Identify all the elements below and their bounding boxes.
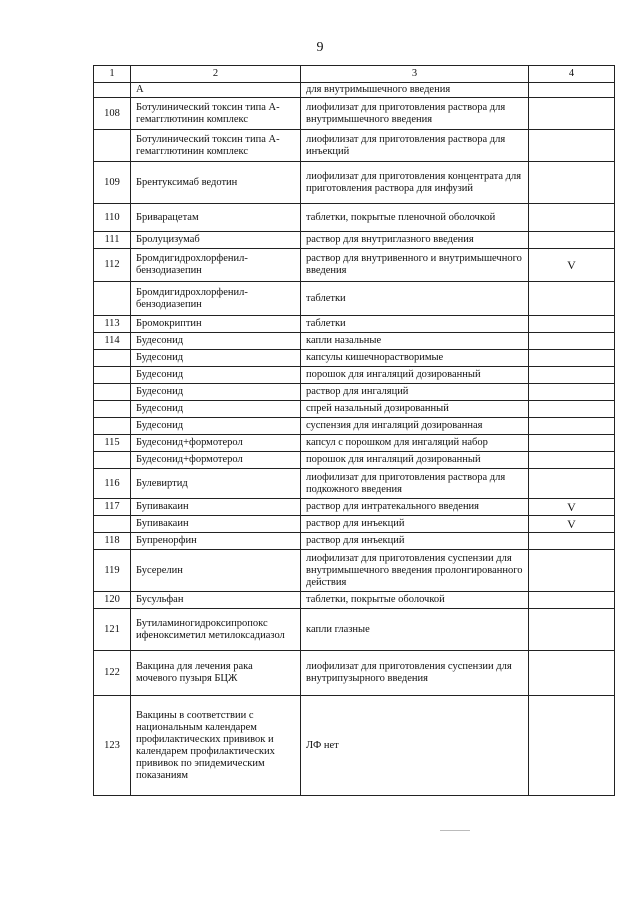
row-number: 120 xyxy=(94,592,131,609)
table-row xyxy=(94,609,615,651)
column-4-mark xyxy=(529,533,615,550)
drug-name: Вакцина для лечения рака мочевого пузыря БЦЖ xyxy=(131,651,301,696)
dosage-form: лиофилизат для приготовления раствора для подкожного введения xyxy=(301,469,529,499)
table-row xyxy=(94,384,615,401)
row-number: 123 xyxy=(94,696,131,796)
drug-list-table xyxy=(93,65,615,796)
drug-name: Вакцины в соответствии с национальным календарем профилактических прививок и календарем профилактических прививок по эпидемическим показаниям xyxy=(131,696,301,796)
drug-name: Бусульфан xyxy=(131,592,301,609)
header-col-2: 2 xyxy=(131,66,301,83)
row-number xyxy=(94,384,131,401)
column-4-mark xyxy=(529,651,615,696)
row-number: 118 xyxy=(94,533,131,550)
row-number: 117 xyxy=(94,499,131,516)
drug-name: Будесонид xyxy=(131,367,301,384)
table-row xyxy=(94,452,615,469)
column-4-mark xyxy=(529,130,615,162)
dosage-form: лиофилизат для приготовления суспензии для внутрипузырного введения xyxy=(301,651,529,696)
dosage-form: капсул с порошком для ингаляций набор xyxy=(301,435,529,452)
dosage-form: капли глазные xyxy=(301,609,529,651)
drug-name: Бромдигидрохлорфенил-бензодиазепин xyxy=(131,282,301,316)
drug-name: Бупивакаин xyxy=(131,516,301,533)
row-number: 119 xyxy=(94,550,131,592)
row-number xyxy=(94,452,131,469)
table-row xyxy=(94,98,615,130)
table-row xyxy=(94,130,615,162)
drug-name: Будесонид+формотерол xyxy=(131,435,301,452)
table-row xyxy=(94,282,615,316)
table-row xyxy=(94,469,615,499)
table-row xyxy=(94,435,615,452)
dosage-form: для внутримышечного введения xyxy=(301,83,529,98)
drug-name: Бролуцизумаб xyxy=(131,232,301,249)
drug-name: Ботулинический токсин типа А-гемагглютинин комплекс xyxy=(131,98,301,130)
header-col-4: 4 xyxy=(529,66,615,83)
dosage-form: раствор для ингаляций xyxy=(301,384,529,401)
column-4-mark xyxy=(529,83,615,98)
dosage-form: таблетки xyxy=(301,282,529,316)
header-col-1: 1 xyxy=(94,66,131,83)
dosage-form: капли назальные xyxy=(301,333,529,350)
drug-name: Бутиламиногидроксипропокс ифеноксиметил метилоксадиазол xyxy=(131,609,301,651)
dosage-form: порошок для ингаляций дозированный xyxy=(301,452,529,469)
drug-name: Бусерелин xyxy=(131,550,301,592)
table-row xyxy=(94,696,615,796)
column-4-mark xyxy=(529,435,615,452)
dosage-form: раствор для внутриглазного введения xyxy=(301,232,529,249)
column-4-mark xyxy=(529,592,615,609)
header-col-3: 3 xyxy=(301,66,529,83)
row-number: 113 xyxy=(94,316,131,333)
drug-name: Будесонид+формотерол xyxy=(131,452,301,469)
table-row xyxy=(94,499,615,516)
table-row xyxy=(94,249,615,282)
column-4-mark: V xyxy=(529,499,615,516)
drug-name: Бупивакаин xyxy=(131,499,301,516)
column-4-mark xyxy=(529,98,615,130)
column-4-mark xyxy=(529,350,615,367)
drug-name: Будесонид xyxy=(131,418,301,435)
drug-name: Будесонид xyxy=(131,401,301,418)
page-number: 9 xyxy=(316,40,324,55)
row-number: 110 xyxy=(94,204,131,232)
row-number: 108 xyxy=(94,98,131,130)
dosage-form: раствор для интратекального введения xyxy=(301,499,529,516)
row-number xyxy=(94,350,131,367)
drug-name: Будесонид xyxy=(131,333,301,350)
dosage-form: раствор для инъекций xyxy=(301,533,529,550)
column-4-mark: V xyxy=(529,516,615,533)
column-4-mark xyxy=(529,469,615,499)
column-4-mark xyxy=(529,384,615,401)
column-4-mark xyxy=(529,232,615,249)
table-row xyxy=(94,83,615,98)
dosage-form: капсулы кишечнорастворимые xyxy=(301,350,529,367)
column-4-mark xyxy=(529,609,615,651)
row-number xyxy=(94,130,131,162)
column-4-mark xyxy=(529,162,615,204)
dosage-form: ЛФ нет xyxy=(301,696,529,796)
column-4-mark xyxy=(529,418,615,435)
drug-name: Бромдигидрохлорфенил-бензодиазепин xyxy=(131,249,301,282)
row-number: 115 xyxy=(94,435,131,452)
table-row xyxy=(94,401,615,418)
table-header-row xyxy=(94,66,615,83)
table-row xyxy=(94,316,615,333)
dosage-form: лиофилизат для приготовления раствора для внутримышечного введения xyxy=(301,98,529,130)
row-number: 122 xyxy=(94,651,131,696)
table-row xyxy=(94,350,615,367)
column-4-mark xyxy=(529,452,615,469)
column-4-mark xyxy=(529,316,615,333)
column-4-mark: V xyxy=(529,249,615,282)
dosage-form: таблетки, покрытые пленочной оболочкой xyxy=(301,204,529,232)
row-number: 116 xyxy=(94,469,131,499)
dosage-form: лиофилизат для приготовления раствора для инъекций xyxy=(301,130,529,162)
drug-name: Бриварацетам xyxy=(131,204,301,232)
drug-name: Брентуксимаб ведотин xyxy=(131,162,301,204)
row-number xyxy=(94,418,131,435)
drug-name: Будесонид xyxy=(131,384,301,401)
row-number xyxy=(94,367,131,384)
row-number: 109 xyxy=(94,162,131,204)
column-4-mark xyxy=(529,204,615,232)
row-number xyxy=(94,282,131,316)
table-row xyxy=(94,592,615,609)
row-number xyxy=(94,516,131,533)
dosage-form: суспензия для ингаляций дозированная xyxy=(301,418,529,435)
column-4-mark xyxy=(529,401,615,418)
table-row xyxy=(94,533,615,550)
dosage-form: порошок для ингаляций дозированный xyxy=(301,367,529,384)
column-4-mark xyxy=(529,550,615,592)
dosage-form: таблетки xyxy=(301,316,529,333)
row-number xyxy=(94,401,131,418)
row-number xyxy=(94,83,131,98)
table-row xyxy=(94,516,615,533)
dosage-form: лиофилизат для приготовления концентрата для приготовления раствора для инфузий xyxy=(301,162,529,204)
table-row xyxy=(94,651,615,696)
table-row xyxy=(94,333,615,350)
column-4-mark xyxy=(529,333,615,350)
drug-name: Бромокриптин xyxy=(131,316,301,333)
row-number: 112 xyxy=(94,249,131,282)
table-row xyxy=(94,367,615,384)
dosage-form: лиофилизат для приготовления суспензии для внутримышечного введения пролонгированного действия xyxy=(301,550,529,592)
drug-name: Бупренорфин xyxy=(131,533,301,550)
column-4-mark xyxy=(529,367,615,384)
row-number: 114 xyxy=(94,333,131,350)
scan-artifact xyxy=(440,830,470,831)
table-row xyxy=(94,550,615,592)
dosage-form: спрей назальный дозированный xyxy=(301,401,529,418)
drug-name: Булевиртид xyxy=(131,469,301,499)
table-row xyxy=(94,204,615,232)
drug-name: А xyxy=(131,83,301,98)
dosage-form: таблетки, покрытые оболочкой xyxy=(301,592,529,609)
dosage-form: раствор для внутривенного и внутримышечного введения xyxy=(301,249,529,282)
table-row xyxy=(94,232,615,249)
column-4-mark xyxy=(529,696,615,796)
drug-name: Ботулинический токсин типа А-гемагглютинин комплекс xyxy=(131,130,301,162)
table-row xyxy=(94,418,615,435)
row-number: 121 xyxy=(94,609,131,651)
dosage-form: раствор для инъекций xyxy=(301,516,529,533)
table-row xyxy=(94,162,615,204)
row-number: 111 xyxy=(94,232,131,249)
drug-name: Будесонид xyxy=(131,350,301,367)
column-4-mark xyxy=(529,282,615,316)
